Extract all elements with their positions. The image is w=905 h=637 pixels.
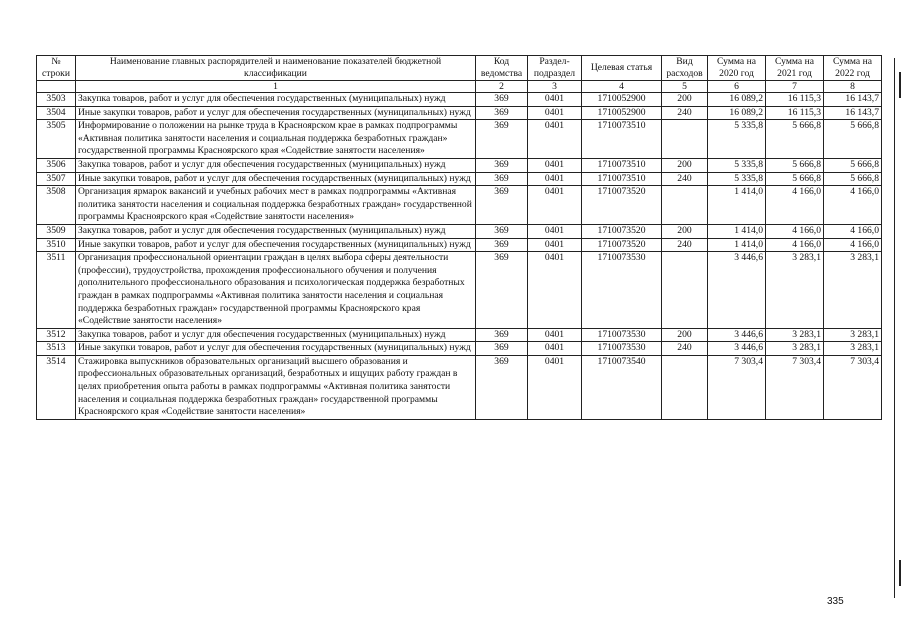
sum-2022: 16 143,7 (824, 93, 882, 107)
row-name: Организация профессиональной ориентации граждан в целях выбора сферы деятельности (профессии), трудоустройства, прохождения профессионального обучения и получения дополнительного профессионального образования и психологическая поддержка безработных граждан в рамках подпрограммы «Активная политика занятости населения и социальная поддержка безработных граждан» государственной программы Красноярского края «Содействие занятости населения» (76, 252, 476, 329)
expense-type: 200 (662, 224, 708, 238)
table-row (37, 120, 882, 159)
header-section: Раздел-подраздел (528, 56, 582, 81)
sum-2020: 5 335,8 (708, 172, 766, 186)
row-number: 3513 (37, 342, 76, 356)
expense-type: 200 (662, 158, 708, 172)
scan-edge-mark (899, 72, 901, 98)
sum-2021: 7 303,4 (766, 355, 824, 419)
section-code: 0401 (528, 106, 582, 120)
expense-type (662, 252, 708, 329)
sum-2021: 3 283,1 (766, 342, 824, 356)
table-row (37, 238, 882, 252)
row-name: Организация ярмарок вакансий и учебных рабочих мест в рамках подпрограммы «Активная политика занятости населения и социальная поддержка безработных граждан» государственной программы Красноярского края «Содействие занятости населения» (76, 186, 476, 225)
sum-2022: 16 143,7 (824, 106, 882, 120)
column-number: 3 (528, 81, 582, 93)
expense-type (662, 120, 708, 159)
department-code: 369 (476, 252, 528, 329)
sum-2022: 5 666,8 (824, 120, 882, 159)
target-article: 1710073520 (582, 238, 662, 252)
sum-2020: 1 414,0 (708, 238, 766, 252)
row-name: Закупка товаров, работ и услуг для обеспечения государственных (муниципальных) нужд (76, 328, 476, 342)
sum-2020: 3 446,6 (708, 252, 766, 329)
department-code: 369 (476, 224, 528, 238)
table-body (37, 93, 882, 420)
expense-type: 240 (662, 172, 708, 186)
sum-2022: 5 666,8 (824, 172, 882, 186)
department-code: 369 (476, 106, 528, 120)
row-name: Стажировка выпускников образовательных организаций высшего образования и профессиональных образовательных организаций, безработных и ищущих работу граждан в целях приобретения опыта работы в рамках подпрограммы «Активная политика занятости населения и социальная поддержка безработных граждан» государственной программы Красноярского края «Содействие занятости населения» (76, 355, 476, 419)
row-name: Иные закупки товаров, работ и услуг для обеспечения государственных (муниципальных) нужд (76, 106, 476, 120)
row-name: Иные закупки товаров, работ и услуг для обеспечения государственных (муниципальных) нужд (76, 238, 476, 252)
header-sum-2021: Сумма на 2021 год (766, 56, 824, 81)
target-article: 1710073530 (582, 328, 662, 342)
sum-2021: 3 283,1 (766, 252, 824, 329)
department-code: 369 (476, 158, 528, 172)
sum-2021: 4 166,0 (766, 224, 824, 238)
table-row (37, 186, 882, 225)
row-name: Закупка товаров, работ и услуг для обеспечения государственных (муниципальных) нужд (76, 93, 476, 107)
sum-2022: 4 166,0 (824, 238, 882, 252)
header-target-article: Целевая статья (582, 56, 662, 81)
row-number: 3506 (37, 158, 76, 172)
header-row-number: № строки (37, 56, 76, 81)
target-article: 1710073510 (582, 120, 662, 159)
sum-2022: 4 166,0 (824, 224, 882, 238)
table-row (37, 328, 882, 342)
department-code: 369 (476, 238, 528, 252)
section-code: 0401 (528, 238, 582, 252)
target-article: 1710073510 (582, 158, 662, 172)
row-number: 3507 (37, 172, 76, 186)
target-article: 1710073530 (582, 342, 662, 356)
expense-type: 240 (662, 106, 708, 120)
column-number: 7 (766, 81, 824, 93)
sum-2022: 5 666,8 (824, 158, 882, 172)
row-name: Закупка товаров, работ и услуг для обеспечения государственных (муниципальных) нужд (76, 224, 476, 238)
sum-2020: 5 335,8 (708, 158, 766, 172)
sum-2022: 3 283,1 (824, 342, 882, 356)
sum-2022: 3 283,1 (824, 328, 882, 342)
department-code: 369 (476, 355, 528, 419)
sum-2022: 4 166,0 (824, 186, 882, 225)
header-department-code: Код ведомства (476, 56, 528, 81)
target-article: 1710073540 (582, 355, 662, 419)
sum-2021: 4 166,0 (766, 238, 824, 252)
table-row (37, 224, 882, 238)
row-number: 3511 (37, 252, 76, 329)
sum-2021: 5 666,8 (766, 158, 824, 172)
column-number (37, 81, 76, 93)
target-article: 1710052900 (582, 93, 662, 107)
expense-type: 200 (662, 328, 708, 342)
header-row (37, 56, 882, 81)
row-number: 3510 (37, 238, 76, 252)
department-code: 369 (476, 186, 528, 225)
header-expense-type: Вид расходов (662, 56, 708, 81)
sum-2021: 5 666,8 (766, 120, 824, 159)
column-number: 5 (662, 81, 708, 93)
sum-2020: 3 446,6 (708, 328, 766, 342)
sum-2021: 16 115,3 (766, 106, 824, 120)
expense-type: 240 (662, 238, 708, 252)
sum-2020: 1 414,0 (708, 186, 766, 225)
sum-2020: 16 089,2 (708, 106, 766, 120)
sum-2021: 3 283,1 (766, 328, 824, 342)
department-code: 369 (476, 172, 528, 186)
column-number: 4 (582, 81, 662, 93)
table-row (37, 93, 882, 107)
sum-2020: 1 414,0 (708, 224, 766, 238)
department-code: 369 (476, 93, 528, 107)
department-code: 369 (476, 342, 528, 356)
column-number-row (37, 81, 882, 93)
section-code: 0401 (528, 186, 582, 225)
row-name: Информирование о положении на рынке труда в Красноярском крае в рамках подпрограммы «Активная политика занятости населения и социальная поддержка безработных граждан» государственной программы Красноярского края «Содействие занятости населения» (76, 120, 476, 159)
row-number: 3512 (37, 328, 76, 342)
row-name: Закупка товаров, работ и услуг для обеспечения государственных (муниципальных) нужд (76, 158, 476, 172)
section-code: 0401 (528, 342, 582, 356)
column-number: 8 (824, 81, 882, 93)
sum-2020: 3 446,6 (708, 342, 766, 356)
table-row (37, 172, 882, 186)
section-code: 0401 (528, 172, 582, 186)
sum-2021: 5 666,8 (766, 172, 824, 186)
budget-table (36, 55, 882, 420)
target-article: 1710073510 (582, 172, 662, 186)
expense-type: 240 (662, 342, 708, 356)
section-code: 0401 (528, 355, 582, 419)
expense-type (662, 186, 708, 225)
section-code: 0401 (528, 252, 582, 329)
table-row (37, 252, 882, 329)
header-name: Наименование главных распорядителей и наименование показателей бюджетной классификации (76, 56, 476, 81)
header-sum-2020: Сумма на 2020 год (708, 56, 766, 81)
row-number: 3504 (37, 106, 76, 120)
column-number: 6 (708, 81, 766, 93)
sum-2020: 16 089,2 (708, 93, 766, 107)
table-row (37, 355, 882, 419)
department-code: 369 (476, 120, 528, 159)
page-edge-line (894, 58, 895, 598)
section-code: 0401 (528, 158, 582, 172)
column-number: 2 (476, 81, 528, 93)
header-sum-2022: Сумма на 2022 год (824, 56, 882, 81)
table-row (37, 106, 882, 120)
sum-2021: 16 115,3 (766, 93, 824, 107)
target-article: 1710052900 (582, 106, 662, 120)
row-number: 3508 (37, 186, 76, 225)
row-number: 3514 (37, 355, 76, 419)
sum-2022: 3 283,1 (824, 252, 882, 329)
section-code: 0401 (528, 224, 582, 238)
sum-2022: 7 303,4 (824, 355, 882, 419)
target-article: 1710073520 (582, 224, 662, 238)
sum-2021: 4 166,0 (766, 186, 824, 225)
section-code: 0401 (528, 120, 582, 159)
row-number: 3509 (37, 224, 76, 238)
sum-2020: 7 303,4 (708, 355, 766, 419)
sum-2020: 5 335,8 (708, 120, 766, 159)
target-article: 1710073530 (582, 252, 662, 329)
table-row (37, 158, 882, 172)
table-row (37, 342, 882, 356)
expense-type (662, 355, 708, 419)
scan-edge-mark (899, 560, 901, 586)
row-name: Иные закупки товаров, работ и услуг для обеспечения государственных (муниципальных) нужд (76, 172, 476, 186)
section-code: 0401 (528, 93, 582, 107)
expense-type: 200 (662, 93, 708, 107)
target-article: 1710073520 (582, 186, 662, 225)
column-number: 1 (76, 81, 476, 93)
row-number: 3503 (37, 93, 76, 107)
row-name: Иные закупки товаров, работ и услуг для обеспечения государственных (муниципальных) нужд (76, 342, 476, 356)
section-code: 0401 (528, 328, 582, 342)
department-code: 369 (476, 328, 528, 342)
page-number: 335 (827, 596, 844, 607)
row-number: 3505 (37, 120, 76, 159)
